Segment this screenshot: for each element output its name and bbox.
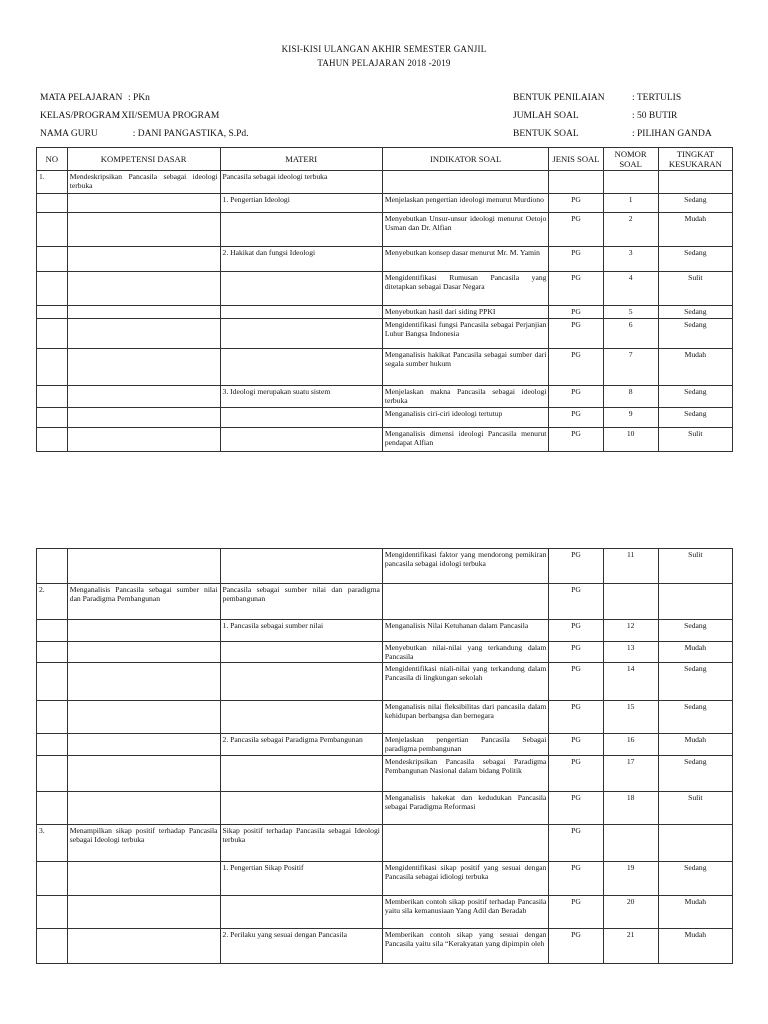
cell-tingkat: Mudah xyxy=(658,734,732,756)
cell-kd xyxy=(67,896,220,929)
table-row xyxy=(37,896,733,929)
cell-no xyxy=(37,247,68,272)
meta-value: : PKn xyxy=(128,93,150,103)
cell-indikator: Menganalisis ciri-ciri ideologi tertutup xyxy=(382,408,549,428)
cell-tingkat: Mudah xyxy=(658,642,732,663)
cell-no xyxy=(37,734,68,756)
cell-kd xyxy=(67,756,220,792)
cell-no xyxy=(37,896,68,929)
cell-tingkat: Sulit xyxy=(658,428,732,452)
cell-indikator: Mengidentifikasi faktor yang mendorong pemikiran pancasila sebagai idologi terbuka xyxy=(382,549,549,584)
cell-kd xyxy=(67,349,220,386)
document-subtitle: TAHUN PELAJARAN 2018 -2019 xyxy=(317,58,451,68)
cell-indikator: Menjelaskan pengertian Pancasila Sebagai paradigma pembangunan xyxy=(382,734,549,756)
document-title: KISI-KISI ULANGAN AKHIR SEMESTER GANJIL xyxy=(281,44,487,54)
cell-no xyxy=(37,306,68,319)
meta-value: : TERTULIS xyxy=(632,93,682,103)
cell-indikator: Menganalisis nilai fleksibilitas dari pancasila dalam kehidupan berbangsa dan bernegara xyxy=(382,701,549,734)
cell-materi: 3. Ideologi merupakan suatu sistem xyxy=(220,386,382,408)
cell-jenis: PG xyxy=(549,792,603,825)
cell-kd: Menampilkan sikap positif terhadap Pancasila sebagai Ideologi terbuka xyxy=(67,825,220,862)
cell-tingkat xyxy=(658,584,732,620)
cell-jenis: PG xyxy=(549,663,603,701)
cell-kd xyxy=(67,663,220,701)
cell-jenis: PG xyxy=(549,620,603,642)
cell-kd xyxy=(67,272,220,306)
cell-nomor: 1 xyxy=(603,194,658,213)
header-kompetensi-dasar: KOMPETENSI DASAR xyxy=(67,148,220,171)
table-row xyxy=(37,171,733,194)
cell-tingkat: Sedang xyxy=(658,862,732,896)
cell-materi xyxy=(220,272,382,306)
cell-no xyxy=(37,929,68,964)
cell-nomor: 11 xyxy=(603,549,658,584)
cell-nomor: 15 xyxy=(603,701,658,734)
table-row xyxy=(37,929,733,964)
cell-nomor: 5 xyxy=(603,306,658,319)
cell-kd xyxy=(67,428,220,452)
cell-jenis: PG xyxy=(549,306,603,319)
cell-materi xyxy=(220,792,382,825)
table-row xyxy=(37,213,733,247)
cell-jenis: PG xyxy=(549,408,603,428)
meta-label: NAMA GURU xyxy=(40,129,98,139)
header-tingkat-kesukaran: TINGKAT KESUKARAN xyxy=(658,148,732,171)
kisi-table-page1 xyxy=(36,147,733,452)
cell-kd xyxy=(67,306,220,319)
cell-kd xyxy=(67,386,220,408)
cell-jenis: PG xyxy=(549,701,603,734)
cell-tingkat: Sulit xyxy=(658,549,732,584)
cell-jenis: PG xyxy=(549,319,603,349)
cell-jenis: PG xyxy=(549,213,603,247)
cell-nomor: 20 xyxy=(603,896,658,929)
cell-no xyxy=(37,272,68,306)
table-row xyxy=(37,862,733,896)
cell-materi: 1. Pengertian Ideologi xyxy=(220,194,382,213)
cell-jenis: PG xyxy=(549,428,603,452)
cell-jenis: PG xyxy=(549,862,603,896)
cell-kd xyxy=(67,194,220,213)
cell-materi xyxy=(220,642,382,663)
header-nomor-soal: NOMOR SOAL xyxy=(603,148,658,171)
cell-tingkat: Mudah xyxy=(658,213,732,247)
cell-no xyxy=(37,349,68,386)
meta-label: KELAS/PROGRAM xyxy=(40,111,121,121)
cell-indikator: Menganalisis dimensi ideologi Pancasila menurut pendapat Alfian xyxy=(382,428,549,452)
cell-nomor: 14 xyxy=(603,663,658,701)
meta-value: : XII/SEMUA PROGRAM xyxy=(114,111,220,121)
cell-indikator: Mendeskripsikan Pancasila sebagai Paradigma Pembangunan Nasional dalam bidang Politik xyxy=(382,756,549,792)
cell-no: 2. xyxy=(37,584,68,620)
cell-jenis: PG xyxy=(549,642,603,663)
cell-kd xyxy=(67,701,220,734)
cell-indikator xyxy=(382,171,549,194)
table-row xyxy=(37,756,733,792)
header-no: NO xyxy=(37,148,68,171)
cell-materi: Pancasila sebagai sumber nilai dan paradigma pembangunan xyxy=(220,584,382,620)
table-row xyxy=(37,272,733,306)
cell-kd xyxy=(67,319,220,349)
cell-materi xyxy=(220,319,382,349)
cell-no xyxy=(37,428,68,452)
cell-tingkat: Mudah xyxy=(658,349,732,386)
cell-no xyxy=(37,756,68,792)
cell-nomor: 19 xyxy=(603,862,658,896)
cell-indikator: Mengidentifikasi niali-nilai yang terkandung dalam Pancasila di lingkungan sekolah xyxy=(382,663,549,701)
cell-jenis: PG xyxy=(549,386,603,408)
cell-nomor xyxy=(603,584,658,620)
cell-tingkat: Sedang xyxy=(658,756,732,792)
header-materi: MATERI xyxy=(220,148,382,171)
cell-kd xyxy=(67,792,220,825)
cell-kd xyxy=(67,862,220,896)
cell-nomor: 3 xyxy=(603,247,658,272)
cell-no xyxy=(37,549,68,584)
cell-no xyxy=(37,620,68,642)
cell-indikator: Mengidentifikasi Rumusan Pancasila yang ditetapkan sebagai Dasar Negara xyxy=(382,272,549,306)
cell-tingkat: Sedang xyxy=(658,306,732,319)
cell-jenis xyxy=(549,171,603,194)
cell-materi xyxy=(220,306,382,319)
header-jenis-soal: JENIS SOAL xyxy=(549,148,603,171)
cell-materi xyxy=(220,896,382,929)
cell-materi: 2. Pancasila sebagai Paradigma Pembangunan xyxy=(220,734,382,756)
cell-indikator: Memberikan contoh sikap yang sesuai dengan Pancasila yaitu sila “Kerakyatan yang dipimpin oleh xyxy=(382,929,549,964)
cell-kd xyxy=(67,929,220,964)
cell-materi: Pancasila sebagai ideologi terbuka xyxy=(220,171,382,194)
cell-nomor xyxy=(603,171,658,194)
cell-tingkat: Sulit xyxy=(658,272,732,306)
table-header-row xyxy=(37,148,733,171)
cell-jenis: PG xyxy=(549,929,603,964)
cell-jenis: PG xyxy=(549,825,603,862)
cell-nomor: 6 xyxy=(603,319,658,349)
cell-kd xyxy=(67,734,220,756)
cell-kd xyxy=(67,247,220,272)
table-row xyxy=(37,247,733,272)
cell-jenis: PG xyxy=(549,756,603,792)
cell-tingkat: Sulit xyxy=(658,792,732,825)
cell-kd: Mendeskripsikan Pancasila sebagai ideologi terbuka xyxy=(67,171,220,194)
cell-tingkat: Mudah xyxy=(658,929,732,964)
cell-jenis: PG xyxy=(549,194,603,213)
cell-tingkat xyxy=(658,171,732,194)
table-row xyxy=(37,349,733,386)
cell-indikator xyxy=(382,584,549,620)
cell-tingkat: Sedang xyxy=(658,386,732,408)
table-row xyxy=(37,306,733,319)
cell-indikator: Menganalisis Nilai Ketuhanan dalam Pancasila xyxy=(382,620,549,642)
cell-indikator: Menganalisis hakekat dan kedudukan Pancasila sebagai Paradigma Reformasi xyxy=(382,792,549,825)
table-row xyxy=(37,734,733,756)
cell-kd xyxy=(67,408,220,428)
meta-value: : 50 BUTIR xyxy=(632,111,678,121)
cell-no: 3. xyxy=(37,825,68,862)
cell-nomor: 21 xyxy=(603,929,658,964)
cell-jenis: PG xyxy=(549,272,603,306)
cell-kd xyxy=(67,620,220,642)
cell-jenis: PG xyxy=(549,349,603,386)
cell-jenis: PG xyxy=(549,734,603,756)
cell-no xyxy=(37,408,68,428)
cell-no xyxy=(37,386,68,408)
cell-no xyxy=(37,194,68,213)
cell-nomor xyxy=(603,825,658,862)
cell-tingkat: Sedang xyxy=(658,194,732,213)
cell-jenis: PG xyxy=(549,584,603,620)
table-row xyxy=(37,620,733,642)
table-row xyxy=(37,386,733,408)
cell-materi xyxy=(220,349,382,386)
table-row xyxy=(37,584,733,620)
table-row xyxy=(37,428,733,452)
cell-tingkat: Sedang xyxy=(658,247,732,272)
cell-tingkat: Sedang xyxy=(658,701,732,734)
table-row xyxy=(37,663,733,701)
cell-indikator: Menyebutkan nilai-nilai yang terkandung dalam Pancasila xyxy=(382,642,549,663)
cell-nomor: 4 xyxy=(603,272,658,306)
cell-nomor: 2 xyxy=(603,213,658,247)
cell-indikator: Menyebutkan konsep dasar menurut Mr. M. Yamin xyxy=(382,247,549,272)
cell-nomor: 8 xyxy=(603,386,658,408)
cell-nomor: 16 xyxy=(603,734,658,756)
cell-kd xyxy=(67,549,220,584)
table-row xyxy=(37,701,733,734)
meta-value: : PILIHAN GANDA xyxy=(632,129,712,139)
cell-no xyxy=(37,792,68,825)
cell-tingkat: Sedang xyxy=(658,319,732,349)
cell-tingkat: Sedang xyxy=(658,408,732,428)
cell-materi xyxy=(220,756,382,792)
cell-indikator: Memberikan contoh sikap positif terhadap Pancasila yaitu sila kemanusiaan Yang Adil dan Beradab xyxy=(382,896,549,929)
meta-label: BENTUK SOAL xyxy=(513,129,579,139)
cell-no xyxy=(37,663,68,701)
meta-label: JUMLAH SOAL xyxy=(513,111,579,121)
cell-tingkat: Sedang xyxy=(658,663,732,701)
cell-materi: 1. Pengertian Sikap Positif xyxy=(220,862,382,896)
cell-materi: 2. Perilaku yang sesuai dengan Pancasila xyxy=(220,929,382,964)
cell-indikator: Menganalisis hakikat Pancasila sebagai sumber dari segala sumber hukum xyxy=(382,349,549,386)
cell-jenis: PG xyxy=(549,247,603,272)
cell-no xyxy=(37,862,68,896)
cell-tingkat: Mudah xyxy=(658,896,732,929)
table-row xyxy=(37,792,733,825)
table-row xyxy=(37,408,733,428)
meta-label: BENTUK PENILAIAN xyxy=(513,93,605,103)
cell-materi: Sikap positif terhadap Pancasila sebagai Ideologi terbuka xyxy=(220,825,382,862)
cell-no xyxy=(37,701,68,734)
table-row xyxy=(37,319,733,349)
kisi-table-page2 xyxy=(36,548,733,964)
cell-materi xyxy=(220,408,382,428)
cell-nomor: 7 xyxy=(603,349,658,386)
cell-tingkat: Sedang xyxy=(658,620,732,642)
cell-nomor: 13 xyxy=(603,642,658,663)
cell-nomor: 17 xyxy=(603,756,658,792)
cell-indikator: Menjelaskan makna Pancasila sebagai ideologi terbuka xyxy=(382,386,549,408)
header-indikator-soal: INDIKATOR SOAL xyxy=(382,148,549,171)
cell-jenis: PG xyxy=(549,896,603,929)
cell-indikator: Mengidentifikasi fungsi Pancasila sebagai Perjanjian Luhur Bangsa Indonesia xyxy=(382,319,549,349)
table-row xyxy=(37,642,733,663)
cell-tingkat xyxy=(658,825,732,862)
cell-materi xyxy=(220,213,382,247)
cell-no xyxy=(37,319,68,349)
cell-indikator xyxy=(382,825,549,862)
cell-kd xyxy=(67,642,220,663)
cell-nomor: 18 xyxy=(603,792,658,825)
cell-materi: 1. Pancasila sebagai sumber nilai xyxy=(220,620,382,642)
cell-materi xyxy=(220,663,382,701)
cell-nomor: 12 xyxy=(603,620,658,642)
cell-kd xyxy=(67,213,220,247)
cell-materi xyxy=(220,549,382,584)
cell-indikator: Menjelaskan pengertian ideologi menurut Murdiono xyxy=(382,194,549,213)
cell-no xyxy=(37,213,68,247)
cell-nomor: 9 xyxy=(603,408,658,428)
cell-materi xyxy=(220,701,382,734)
table-row xyxy=(37,825,733,862)
cell-indikator: Menyebutkan hasil dari siding PPKI xyxy=(382,306,549,319)
cell-indikator: Mengidentifikasi sikap positif yang sesuai dengan Pancasila sebagai idiologi terbuka xyxy=(382,862,549,896)
meta-value: : DANI PANGASTIKA, S.Pd. xyxy=(128,129,249,139)
table-row xyxy=(37,549,733,584)
cell-materi: 2. Hakikat dan fungsi Ideologi xyxy=(220,247,382,272)
cell-indikator: Menyebutkan Unsur-unsur ideologi menurut Oetojo Usman dan Dr. Alfian xyxy=(382,213,549,247)
cell-no: 1. xyxy=(37,171,68,194)
meta-label: MATA PELAJARAN xyxy=(40,93,123,103)
cell-materi xyxy=(220,428,382,452)
table-row xyxy=(37,194,733,213)
cell-nomor: 10 xyxy=(603,428,658,452)
cell-jenis: PG xyxy=(549,549,603,584)
cell-kd: Menganalisis Pancasila sebagai sumber nilai dan Paradigma Pembangunan xyxy=(67,584,220,620)
cell-no xyxy=(37,642,68,663)
